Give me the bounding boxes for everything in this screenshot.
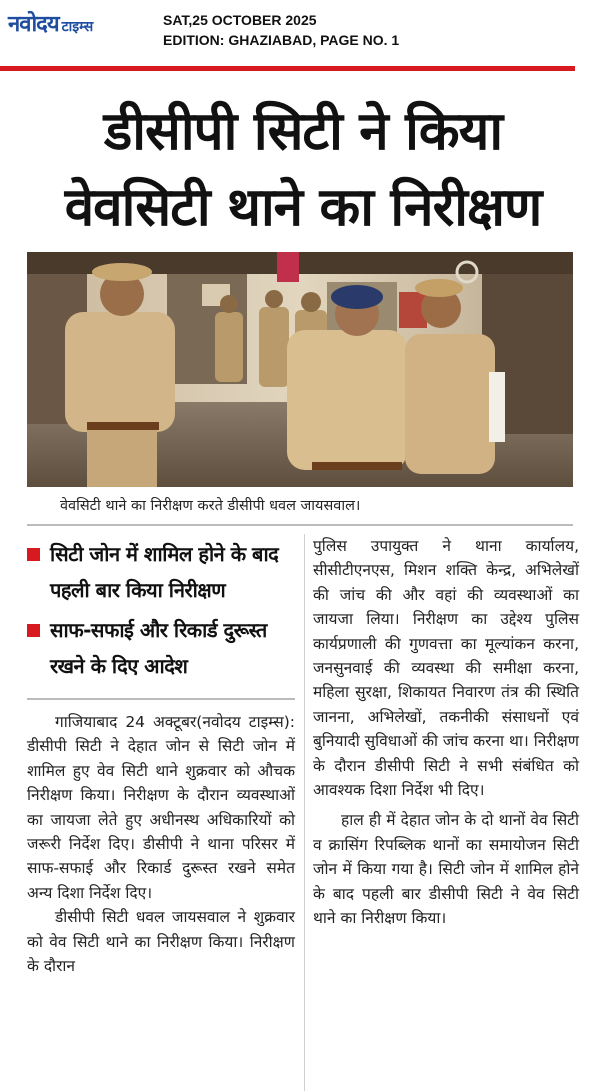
logo-sub-text: टाइम्स — [61, 19, 94, 35]
red-square-bullet-icon — [27, 624, 40, 637]
headline-line-2: वेवसिटी थाने का निरीक्षण — [64, 177, 542, 238]
highlight-text: सिटी जोन में शामिल होने के बाद पहली बार किया निरीक्षण — [50, 542, 279, 602]
issue-date: SAT,25 OCTOBER 2025 — [163, 12, 317, 28]
highlights-rule — [27, 698, 295, 700]
article-column-left — [27, 710, 295, 978]
photo-caption: वेवसिटी थाने का निरीक्षण करते डीसीपी धवल जायसवाल। — [60, 498, 361, 514]
highlights-box — [27, 536, 295, 688]
masthead — [0, 0, 606, 62]
highlight-item — [27, 536, 295, 608]
article-paragraph: पुलिस उपायुक्त ने थाना कार्यालय, सीसीटीएनएस, मिशन शक्ति केन्द्र, अभिलेखों की जांच की और वहां की व्यवस्थाओं का जायजा लिया। निरीक्षण का उद्देश्य पुलिस कार्यप्रणाली की गुणवत्ता का मूल्यांकन करना, जनसुनवाई की व्यवस्था की समीक्षा करना, महिला सुरक्षा, शिकायत निवारण तंत्र की स्थिति जानना, अभिलेखों, तकनीकी संसाधनों एवं बुनियादी सुविधाओं की जांच करना था। निरीक्षण के दौरान डीसीपी सिटी ने सभी संबंधित को आवश्यक दिशा निर्देश भी दिए। — [313, 537, 579, 800]
caption-rule — [27, 524, 573, 526]
masthead-red-rule — [0, 66, 575, 71]
article-column-right — [313, 534, 579, 931]
edition-info: EDITION: GHAZIABAD, PAGE NO. 1 — [163, 32, 400, 48]
headline-line-1: डीसीपी सिटी ने किया — [103, 101, 503, 162]
article-paragraph: गाजियाबाद 24 अक्टूबर(नवोदय टाइम्स): डीसीपी सिटी ने देहात जोन से सिटी जोन में शामिल हुए वेव सिटी थाने शुक्रवार को औचक निरीक्षण किया। निरीक्षण के दौरान व्यवस्थाओं का जायजा लेते हुए अधीनस्थ अधिकारियों को जरूरी निर्देश दिए। डीसीपी ने थाना परिसर में साफ-सफाई और रिकार्ड दुरूस्त रखने समेत अन्य दिशा निर्देश दिए। — [27, 713, 295, 902]
news-photo — [27, 252, 573, 487]
logo-main-text: नवोदय — [8, 12, 59, 37]
red-square-bullet-icon — [27, 548, 40, 561]
article-paragraph: हाल ही में देहात जोन के दो थानों वेव सिटी व क्रासिंग रिपब्लिक थानों का समायोजन सिटी जोन में किया गया है। सिटी जोन में शामिल होने के बाद पहली बार डीसीपी सिटी ने वेव सिटी थाने का निरीक्षण किया। — [313, 811, 579, 928]
article-paragraph: डीसीपी सिटी धवल जायसवाल ने शुक्रवार को वेव सिटी थाने का निरीक्षण किया। निरीक्षण के दौरान — [27, 908, 295, 976]
column-divider — [304, 534, 305, 1091]
dateline — [163, 10, 399, 50]
newspaper-logo[interactable] — [8, 8, 93, 38]
headline — [0, 94, 606, 246]
highlight-item — [27, 612, 295, 684]
police-inspection-photo — [27, 252, 573, 487]
highlight-text: साफ-सफाई और रिकार्ड दुरूस्त रखने के दिए आदेश — [50, 618, 267, 678]
